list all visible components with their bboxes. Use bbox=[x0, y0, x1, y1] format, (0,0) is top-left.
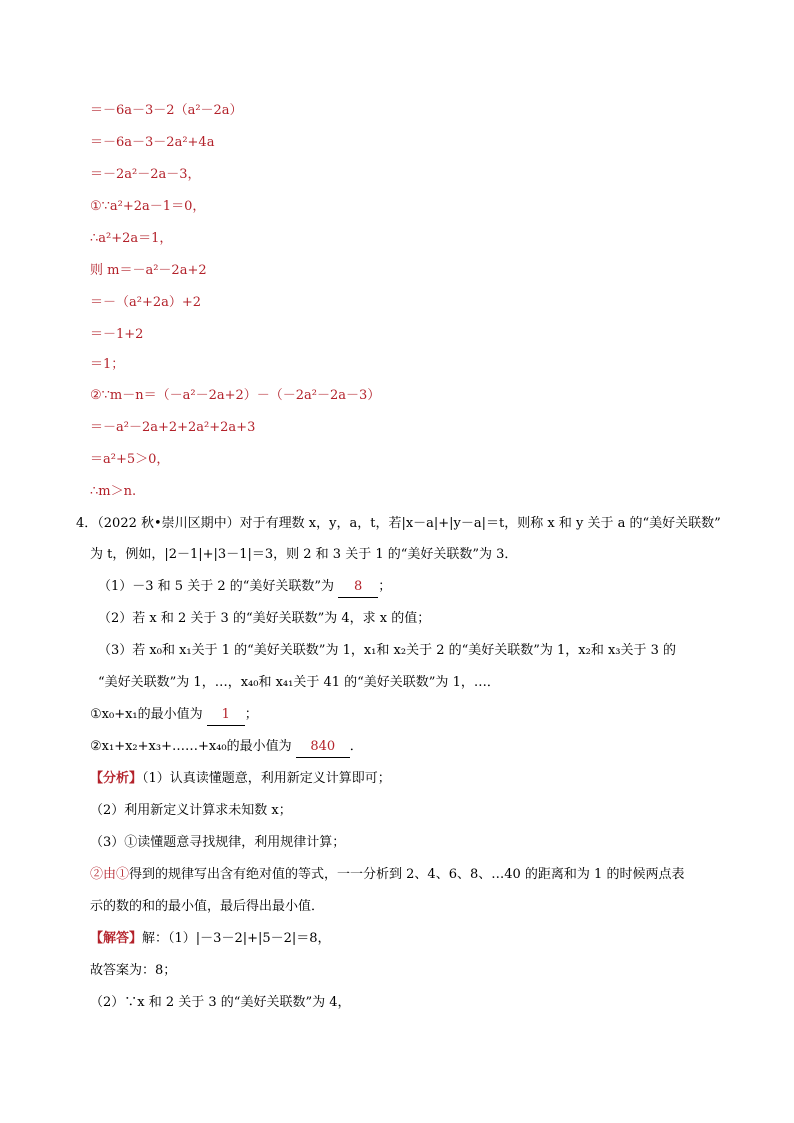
derivation-line-1: ＝－6a－3－2（a²－2a） bbox=[90, 103, 243, 118]
derivation-line-6: 则 m＝－a²－2a+2 bbox=[90, 263, 207, 278]
question-3-line-2: “美好关联数”为 1，…，x₄₀和 x₄₁关于 41 的“美好关联数”为 1，…． bbox=[98, 675, 500, 690]
question-1 bbox=[98, 577, 391, 598]
question-3a-text: ①x₀+x₁的最小值为 bbox=[90, 707, 203, 722]
solution-line-1 bbox=[90, 929, 331, 949]
question-3a-answer: 1 bbox=[207, 705, 245, 726]
question-3a-suffix: ； bbox=[244, 707, 258, 722]
question-1-suffix: ； bbox=[378, 579, 392, 594]
derivation-line-4: ①∵a²+2a－1＝0， bbox=[90, 199, 206, 214]
question-1-answer: 8 bbox=[338, 577, 378, 598]
question-1-text: （1）－3 和 5 关于 2 的“美好关联数”为 bbox=[98, 579, 335, 594]
question-2: （2）若 x 和 2 关于 3 的“美好关联数”为 4，求 x 的值； bbox=[98, 611, 431, 626]
analysis-line-5: 示的数的和的最小值，最后得出最小值． bbox=[90, 899, 325, 914]
derivation-line-5: ∴a²+2a＝1， bbox=[90, 231, 173, 246]
solution-tag: 【解答】 bbox=[90, 931, 143, 946]
derivation-line-13: ∴m＞n. bbox=[90, 484, 137, 499]
solution-line-3: （2）∵x 和 2 关于 3 的“美好关联数”为 4， bbox=[90, 995, 351, 1010]
question-3b-answer: 840 bbox=[296, 737, 350, 758]
analysis-line-1 bbox=[90, 769, 391, 789]
solution-line-2: 故答案为：8； bbox=[90, 963, 177, 978]
derivation-line-9: ＝1； bbox=[90, 357, 125, 372]
analysis-text-4: 得到的规律写出含有绝对值的等式，一一分析到 2、4、6、8、…40 的距离和为 1 的时候两点表 bbox=[129, 867, 685, 882]
derivation-line-3: ＝－2a²－2a－3， bbox=[90, 167, 201, 182]
analysis-line-2: （2）利用新定义计算求未知数 x； bbox=[90, 803, 292, 818]
analysis-text-1: （1）认真读懂题意，利用新定义计算即可； bbox=[142, 771, 391, 786]
derivation-line-12: ＝a²+5＞0， bbox=[90, 452, 170, 467]
problem-4-line-1: 4．（2022 秋•崇川区期中）对于有理数 x，y，a，t，若|x－a|+|y－a|＝t，则称 x 和 y 关于 a 的“美好关联数” bbox=[76, 516, 721, 531]
problem-4-line-2: 为 t，例如，|2－1|+|3－1|＝3，则 2 和 3 关于 1 的“美好关联数”为 3． bbox=[90, 547, 518, 562]
derivation-line-2: ＝－6a－3－2a²+4a bbox=[90, 135, 215, 150]
analysis-tag: 【分析】 bbox=[90, 771, 143, 786]
derivation-line-11: ＝－a²－2a+2+2a²+2a+3 bbox=[90, 420, 256, 435]
question-3a bbox=[90, 705, 258, 726]
question-3b bbox=[90, 737, 363, 758]
derivation-line-8: ＝－1+2 bbox=[90, 327, 144, 342]
derivation-line-10: ②∵m－n＝（－a²－2a+2）－（－2a²－2a－3） bbox=[90, 388, 381, 403]
question-3-line-1: （3）若 x₀和 x₁关于 1 的“美好关联数”为 1，x₁和 x₂关于 2 的“美好关联数”为 1，x₂和 x₃关于 3 的 bbox=[98, 643, 677, 658]
question-3b-text: ②x₁+x₂+x₃+……+x₄₀的最小值为 bbox=[90, 739, 292, 754]
derivation-line-7: ＝－（a²+2a）+2 bbox=[90, 295, 202, 310]
analysis-line-4 bbox=[90, 865, 684, 885]
solution-text-1: 解：（1）|－3－2|+|5－2|＝8， bbox=[142, 931, 331, 946]
question-3b-suffix: ． bbox=[349, 739, 363, 754]
analysis-line-3: （3）①读懂题意寻找规律，利用规律计算； bbox=[90, 835, 346, 850]
analysis-mark: ②由① bbox=[90, 867, 130, 882]
